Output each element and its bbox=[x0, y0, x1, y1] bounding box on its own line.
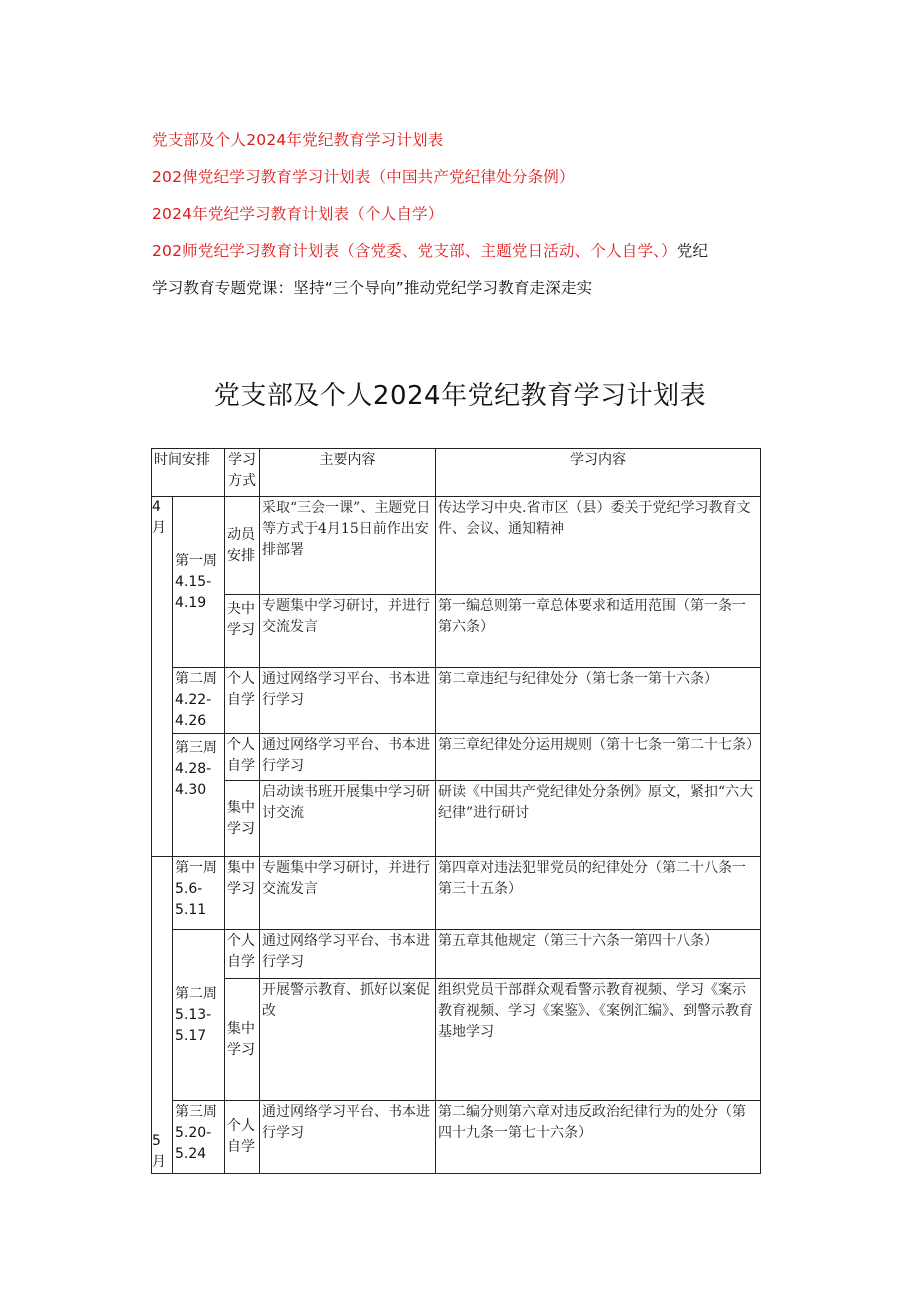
study-content-cell: 第三章纪律处分运用规则（第十七条一第二十七条） bbox=[436, 734, 761, 781]
table-row bbox=[152, 781, 761, 857]
study-content-cell: 第二章违纪与纪律处分（第七条一第十六条） bbox=[436, 668, 761, 734]
week-label: 第二周5.13-5.17 bbox=[173, 930, 225, 1101]
week-label: 第二周4.22-4.26 bbox=[173, 668, 225, 734]
table-row bbox=[152, 857, 761, 930]
study-content-cell: 组织党员干部群众观看警示教育视频、学习《案示教育视频、学习《案鉴》、《案例汇编》、到警示教育基地学习 bbox=[436, 979, 761, 1101]
table-row bbox=[152, 668, 761, 734]
study-content-cell: 第一编总则第一章总体要求和适用范围（第一条一第六条） bbox=[436, 595, 761, 668]
main-content-cell: 开展警示教育、抓好以案促改 bbox=[260, 979, 436, 1101]
method-cell: 集中学习 bbox=[225, 781, 260, 857]
method-cell: 个人自学 bbox=[225, 1101, 260, 1174]
study-content-cell: 第五章其他规定（第三十六条一第四十八条） bbox=[436, 930, 761, 979]
main-content-cell: 专题集中学习研讨，并进行交流发言 bbox=[260, 595, 436, 668]
header-method: 学习方式 bbox=[225, 449, 260, 497]
main-content-cell: 通过网络学习平台、书本进行学习 bbox=[260, 668, 436, 734]
main-content-cell: 专题集中学习研讨，并进行交流发言 bbox=[260, 857, 436, 930]
toc-link-4[interactable] bbox=[152, 241, 772, 261]
week-label: 第三周5.20-5.24 bbox=[173, 1101, 225, 1174]
method-cell: 个人自学 bbox=[225, 734, 260, 781]
main-content-cell: 通过网络学习平台、书本进行学习 bbox=[260, 930, 436, 979]
method-cell: 集中学习 bbox=[225, 979, 260, 1101]
table-row bbox=[152, 734, 761, 781]
header-main: 主要内容 bbox=[260, 449, 436, 497]
toc-link-2[interactable]: 202俾党纪学习教育学习计划表（中国共产党纪律处分条例） bbox=[152, 168, 575, 186]
table-row bbox=[152, 930, 761, 979]
main-content-cell: 采取“三会一课”、主题党日等方式于4月15日前作出安排部署 bbox=[260, 497, 436, 595]
study-content-cell: 第四章对违法犯罪党员的纪律处分（第二十八条一第三十五条） bbox=[436, 857, 761, 930]
method-cell: 集中学习 bbox=[225, 857, 260, 930]
method-cell: 动员安排 bbox=[225, 497, 260, 595]
study-plan-table bbox=[151, 448, 761, 1174]
main-content-cell: 通过网络学习平台、书本进行学习 bbox=[260, 734, 436, 781]
header-study: 学习内容 bbox=[436, 449, 761, 497]
method-cell: 个人自学 bbox=[225, 668, 260, 734]
study-content-cell: 第二编分则第六章对违反政治纪律行为的处分（第四十九条一第七十六条） bbox=[436, 1101, 761, 1174]
toc-line-5: 学习教育专题党课：坚持“三个导向”推动党纪学习教育走深走实 bbox=[152, 279, 593, 297]
main-content-cell: 通过网络学习平台、书本进行学习 bbox=[260, 1101, 436, 1174]
table-row bbox=[152, 595, 761, 668]
month-may: 5月 bbox=[152, 857, 173, 1174]
table-row bbox=[152, 497, 761, 595]
week-label: 第三周4.28-4.30 bbox=[173, 734, 225, 857]
table-header-row bbox=[152, 449, 761, 497]
week-label: 第一周4.15-4.19 bbox=[173, 497, 225, 668]
table-of-contents bbox=[152, 130, 772, 315]
main-content-cell: 启动读书班开展集中学习研讨交流 bbox=[260, 781, 436, 857]
toc-link-3[interactable]: 2024年党纪学习教育计划表（个人自学） bbox=[152, 205, 444, 223]
method-cell: 夬中学习 bbox=[225, 595, 260, 668]
toc-link-1[interactable]: 党支部及个人2024年党纪教育学习计划表 bbox=[152, 131, 444, 149]
page-title: 党支部及个人2024年党纪教育学习计划表 bbox=[213, 381, 707, 411]
week-label: 第一周5.6-5.11 bbox=[173, 857, 225, 930]
toc-link-4-red[interactable]: 202师党纪学习教育计划表（含党委、党支部、主题党日活动、个人自学、） bbox=[152, 242, 677, 260]
study-content-cell: 研读《中国共产党纪律处分条例》原文，紧扣“六大纪律”进行研讨 bbox=[436, 781, 761, 857]
method-cell: 个人自学 bbox=[225, 930, 260, 979]
month-april: 4月 bbox=[152, 497, 173, 857]
table-row bbox=[152, 979, 761, 1101]
header-time: 时间安排 bbox=[152, 449, 225, 497]
table-row bbox=[152, 1101, 761, 1174]
study-content-cell: 传达学习中央.省市区（县）委关于党纪学习教育文件、会议、通知精神 bbox=[436, 497, 761, 595]
toc-link-4-tail: 党纪 bbox=[676, 242, 709, 260]
